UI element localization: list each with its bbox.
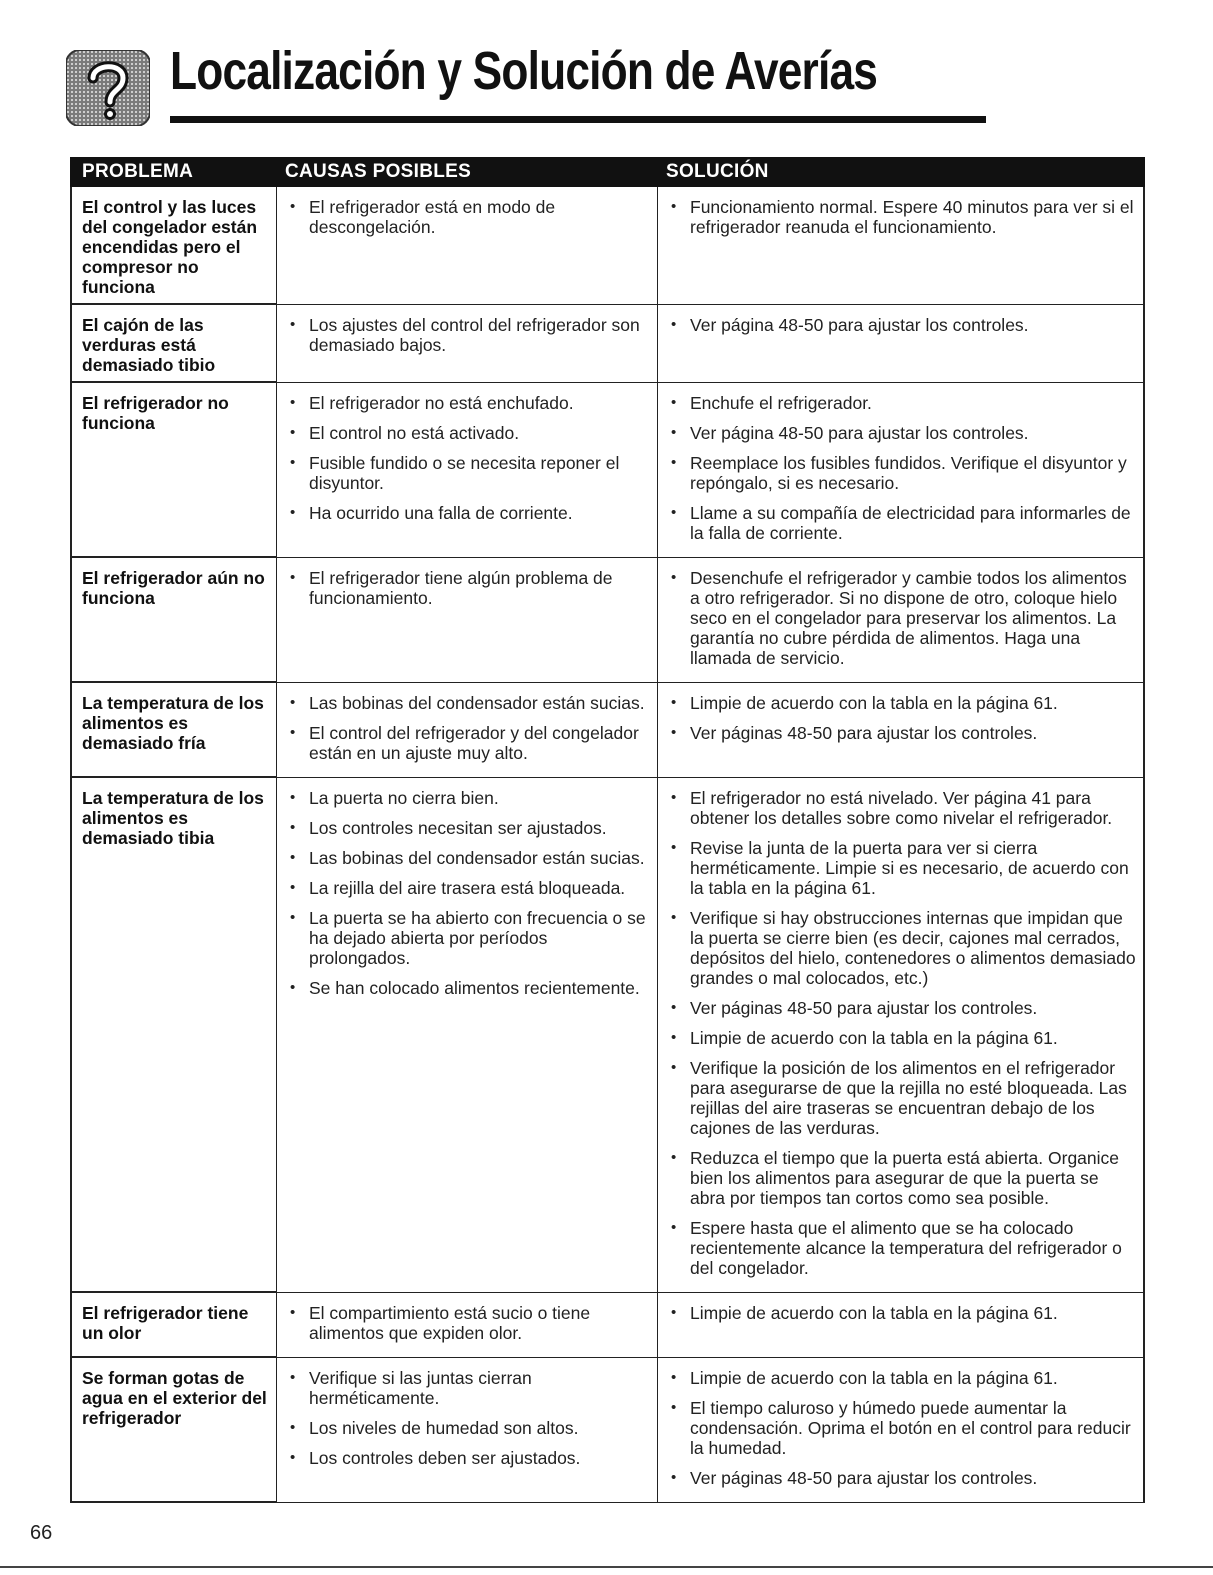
solution-item: • El tiempo caluroso y húmedo puede aumentar la condensación. Oprima el botón en el control para reducir la humedad. — [668, 1398, 1137, 1458]
cause-item: • Los niveles de humedad son altos. — [287, 1418, 651, 1438]
solution-item: • Ver página 48-50 para ajustar los controles. — [668, 315, 1137, 335]
solution-cell — [658, 383, 1145, 558]
header-causes: CAUSAS POSIBLES — [285, 161, 472, 182]
causes-cell — [277, 383, 658, 558]
solution-cell — [658, 558, 1145, 683]
solution-cell — [658, 1358, 1145, 1503]
causes-cell — [277, 305, 658, 383]
table-row — [70, 1293, 1145, 1358]
cause-item: • La puerta se ha abierto con frecuencia o se ha dejado abierta por períodos prolongados. — [287, 908, 651, 968]
title-underline — [170, 116, 986, 123]
cause-item: • La puerta no cierra bien. — [287, 788, 651, 808]
table-row — [70, 558, 1145, 683]
problem-cell: Se forman gotas de agua en el exterior del refrigerador — [70, 1358, 277, 1503]
cause-item: • El refrigerador está en modo de descongelación. — [287, 197, 651, 237]
page-header — [66, 42, 926, 126]
solution-item: • Funcionamiento normal. Espere 40 minutos para ver si el refrigerador reanuda el funcionamiento. — [668, 197, 1137, 237]
table-body — [70, 187, 1145, 1503]
solution-item: • Verifique la posición de los alimentos en el refrigerador para asegurarse de que la rejilla no esté bloqueada. Las rejillas del aire traseras se encuentran debajo de los cajones de las verduras. — [668, 1058, 1137, 1138]
solution-cell — [658, 1293, 1145, 1358]
problem-cell: El refrigerador no funciona — [70, 383, 277, 558]
solution-item: • Revise la junta de la puerta para ver si cierra herméticamente. Limpie si es necesario, de acuerdo con la tabla en la página 61. — [668, 838, 1137, 898]
bottom-rule — [0, 1566, 1213, 1568]
solution-item: • Ver páginas 48-50 para ajustar los controles. — [668, 998, 1137, 1018]
header-problem: PROBLEMA — [82, 161, 194, 182]
solution-cell — [658, 778, 1145, 1293]
table-row — [70, 383, 1145, 558]
page-title: Localización y Solución de Averías — [170, 41, 878, 101]
cause-item: • El refrigerador tiene algún problema de funcionamiento. — [287, 568, 651, 608]
table-row — [70, 187, 1145, 305]
solution-item: • Enchufe el refrigerador. — [668, 393, 1137, 413]
solution-cell — [658, 305, 1145, 383]
page-number: 66 — [30, 1522, 53, 1544]
cause-item: • Los ajustes del control del refrigerador son demasiado bajos. — [287, 315, 651, 355]
table-row — [70, 778, 1145, 1293]
solution-item: • Limpie de acuerdo con la tabla en la página 61. — [668, 693, 1137, 713]
problem-cell: El refrigerador aún no funciona — [70, 558, 277, 683]
question-mark-icon — [66, 50, 150, 126]
solution-item: • Limpie de acuerdo con la tabla en la página 61. — [668, 1368, 1137, 1388]
table-header — [70, 157, 1145, 187]
table-row — [70, 1358, 1145, 1503]
causes-cell — [277, 1358, 658, 1503]
solution-item: • Limpie de acuerdo con la tabla en la página 61. — [668, 1028, 1137, 1048]
problem-cell: El control y las luces del congelador están encendidas pero el compresor no funciona — [70, 187, 277, 305]
causes-cell — [277, 683, 658, 778]
cause-item: • El refrigerador no está enchufado. — [287, 393, 651, 413]
table-row — [70, 683, 1145, 778]
problem-cell: La temperatura de los alimentos es demasiado fría — [70, 683, 277, 778]
cause-item: • Ha ocurrido una falla de corriente. — [287, 503, 651, 523]
problem-cell: El refrigerador tiene un olor — [70, 1293, 277, 1358]
solution-item: • Reemplace los fusibles fundidos. Verifique el disyuntor y repóngalo, si es necesario. — [668, 453, 1137, 493]
cause-item: • Verifique si las juntas cierran herméticamente. — [287, 1368, 651, 1408]
cause-item: • El control no está activado. — [287, 423, 651, 443]
troubleshooting-table — [70, 157, 1145, 1503]
cause-item: • Los controles deben ser ajustados. — [287, 1448, 651, 1468]
cause-item: • La rejilla del aire trasera está bloqueada. — [287, 878, 651, 898]
causes-cell — [277, 187, 658, 305]
causes-cell — [277, 558, 658, 683]
solution-item: • Reduzca el tiempo que la puerta está abierta. Organice bien los alimentos para asegurar de que la puerta se abra por tiempos tan cortos como sea posible. — [668, 1148, 1137, 1208]
header-solution: SOLUCIÓN — [666, 161, 769, 182]
cause-item: • Las bobinas del condensador están sucias. — [287, 848, 651, 868]
cause-item: • Los controles necesitan ser ajustados. — [287, 818, 651, 838]
cause-item: • El control del refrigerador y del congelador están en un ajuste muy alto. — [287, 723, 651, 763]
solution-item: • Limpie de acuerdo con la tabla en la página 61. — [668, 1303, 1137, 1323]
solution-item: • Llame a su compañía de electricidad para informarles de la falla de corriente. — [668, 503, 1137, 543]
solution-cell — [658, 683, 1145, 778]
solution-item: • Verifique si hay obstrucciones internas que impidan que la puerta se cierre bien (es decir, cajones mal cerrados, depósitos del hielo, contenedores o alimentos demasiado grandes o mal colocados, etc.) — [668, 908, 1137, 988]
solution-item: • El refrigerador no está nivelado. Ver página 41 para obtener los detalles sobre como nivelar el refrigerador. — [668, 788, 1137, 828]
cause-item: • Las bobinas del condensador están sucias. — [287, 693, 651, 713]
solution-cell — [658, 187, 1145, 305]
problem-cell: La temperatura de los alimentos es demasiado tibia — [70, 778, 277, 1293]
causes-cell — [277, 778, 658, 1293]
solution-item: • Desenchufe el refrigerador y cambie todos los alimentos a otro refrigerador. Si no dispone de otro, coloque hielo seco en el congelador para preservar los alimentos. La garantía no cubre pérdida de alimentos. Haga una llamada de servicio. — [668, 568, 1137, 668]
solution-item: • Ver páginas 48-50 para ajustar los controles. — [668, 1468, 1137, 1488]
causes-cell — [277, 1293, 658, 1358]
cause-item: • Fusible fundido o se necesita reponer el disyuntor. — [287, 453, 651, 493]
problem-cell: El cajón de las verduras está demasiado tibio — [70, 305, 277, 383]
solution-item: • Ver página 48-50 para ajustar los controles. — [668, 423, 1137, 443]
solution-item: • Espere hasta que el alimento que se ha colocado recientemente alcance la temperatura del refrigerador o del congelador. — [668, 1218, 1137, 1278]
cause-item: • Se han colocado alimentos recientemente. — [287, 978, 651, 998]
table-row — [70, 305, 1145, 383]
solution-item: • Ver páginas 48-50 para ajustar los controles. — [668, 723, 1137, 743]
cause-item: • El compartimiento está sucio o tiene alimentos que expiden olor. — [287, 1303, 651, 1343]
